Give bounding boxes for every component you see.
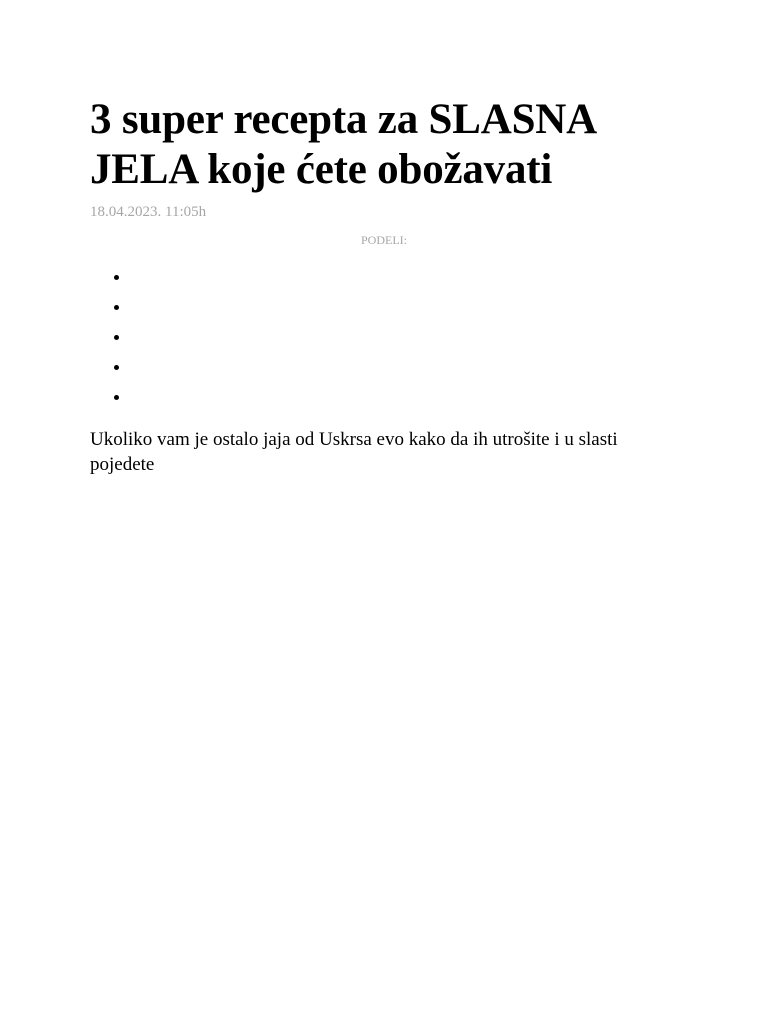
bullet-icon xyxy=(114,395,119,400)
share-item[interactable] xyxy=(90,352,210,382)
share-list xyxy=(90,262,210,412)
bullet-icon xyxy=(114,365,119,370)
article-date: 18.04.2023. 11:05h xyxy=(90,204,207,220)
bullet-icon xyxy=(114,305,119,310)
share-item[interactable] xyxy=(90,382,210,412)
article-title: 3 super recepta za SLASNA JELA koje ćete obožavati xyxy=(90,96,595,193)
bullet-icon xyxy=(114,275,119,280)
share-item[interactable] xyxy=(90,292,210,322)
share-label: PODELI: xyxy=(361,233,407,247)
article-lead: Ukoliko vam je ostalo jaja od Uskrsa evo kako da ih utrošite i u slasti pojedete xyxy=(90,429,618,475)
share-item[interactable] xyxy=(90,262,210,292)
bullet-icon xyxy=(114,335,119,340)
share-item[interactable] xyxy=(90,322,210,352)
